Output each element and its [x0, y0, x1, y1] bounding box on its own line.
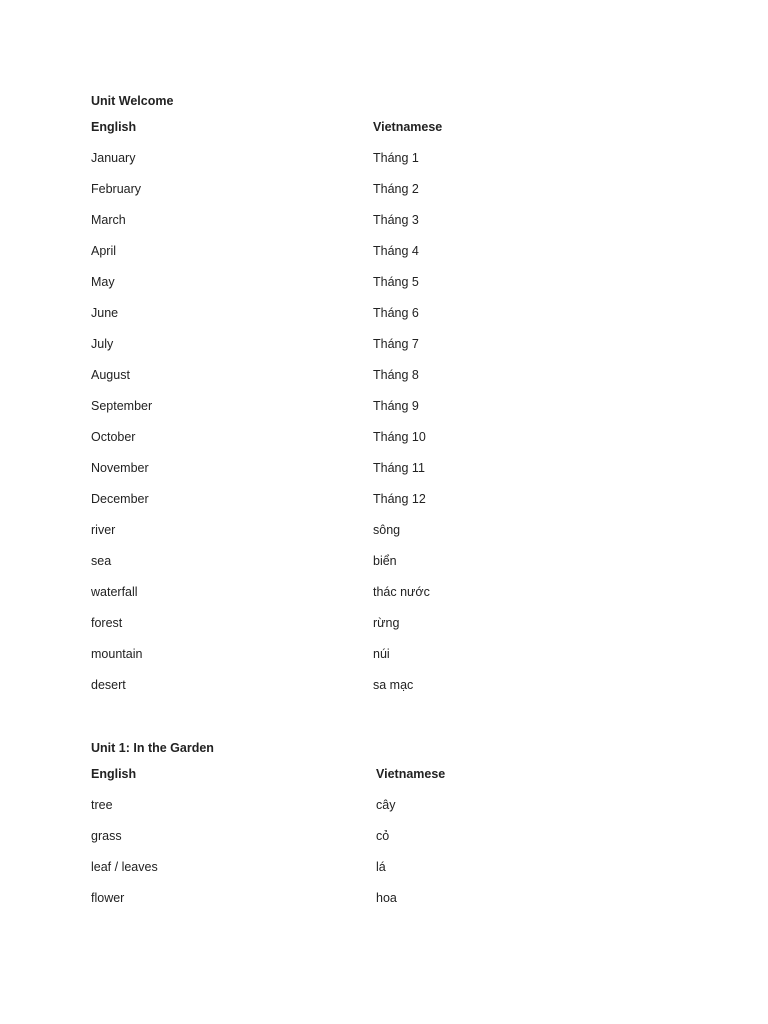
unit-title: Unit Welcome — [91, 94, 174, 108]
english-word: November — [91, 461, 149, 475]
english-column-header: English — [91, 767, 137, 781]
vietnamese-word: Tháng 9 — [373, 399, 419, 413]
table-row — [91, 790, 445, 821]
table-row — [91, 205, 442, 236]
vietnamese-word: sa mạc — [373, 678, 414, 692]
vietnamese-word: lá — [376, 860, 386, 874]
table-row — [91, 143, 442, 174]
english-word: grass — [91, 829, 122, 843]
english-word: September — [91, 399, 153, 413]
english-word: leaf / leaves — [91, 860, 158, 874]
english-word: February — [91, 182, 142, 196]
english-word: forest — [91, 616, 123, 630]
vietnamese-column-header: Vietnamese — [376, 767, 446, 781]
vietnamese-word: Tháng 11 — [373, 461, 425, 475]
vocabulary-rows — [91, 143, 442, 701]
english-word: mountain — [91, 647, 143, 661]
vietnamese-word: Tháng 10 — [373, 430, 426, 444]
table-row — [91, 174, 442, 205]
table-row — [91, 329, 442, 360]
table-row — [91, 670, 442, 701]
unit-title: Unit 1: In the Garden — [91, 741, 214, 755]
vietnamese-word: cỏ — [376, 829, 390, 843]
vietnamese-word: núi — [373, 647, 390, 661]
table-row — [91, 546, 442, 577]
vietnamese-word: hoa — [376, 891, 397, 905]
vietnamese-word: biển — [373, 554, 397, 568]
table-row — [91, 236, 442, 267]
unit-1-section — [91, 738, 691, 914]
unit-welcome-section — [91, 91, 691, 701]
english-word: waterfall — [91, 585, 138, 599]
english-word: flower — [91, 891, 125, 905]
vocabulary-table — [91, 759, 445, 914]
vietnamese-word: thác nước — [373, 585, 430, 599]
vietnamese-word: Tháng 5 — [373, 275, 419, 289]
table-row — [91, 484, 442, 515]
table-row — [91, 453, 442, 484]
english-word: June — [91, 306, 119, 320]
vietnamese-word: Tháng 3 — [373, 213, 419, 227]
vietnamese-word: Tháng 1 — [373, 151, 419, 165]
vietnamese-column-header: Vietnamese — [373, 120, 443, 134]
table-header-row — [91, 759, 445, 790]
english-word: river — [91, 523, 116, 537]
table-row — [91, 360, 442, 391]
english-word: October — [91, 430, 136, 444]
table-row — [91, 422, 442, 453]
english-word: August — [91, 368, 130, 382]
table-row — [91, 608, 442, 639]
vietnamese-word: Tháng 7 — [373, 337, 419, 351]
table-row — [91, 883, 445, 914]
vietnamese-word: rừng — [373, 616, 400, 630]
table-row — [91, 639, 442, 670]
table-row — [91, 577, 442, 608]
table-row — [91, 391, 442, 422]
table-row — [91, 852, 445, 883]
english-word: April — [91, 244, 117, 258]
vietnamese-word: sông — [373, 523, 401, 537]
english-word: desert — [91, 678, 126, 692]
english-word: tree — [91, 798, 113, 812]
vietnamese-word: Tháng 2 — [373, 182, 419, 196]
vocabulary-table — [91, 112, 442, 701]
vietnamese-word: Tháng 6 — [373, 306, 419, 320]
english-word: December — [91, 492, 149, 506]
vietnamese-word: Tháng 12 — [373, 492, 426, 506]
english-word: sea — [91, 554, 112, 568]
table-row — [91, 267, 442, 298]
english-column-header: English — [91, 120, 137, 134]
table-row — [91, 821, 445, 852]
vietnamese-word: Tháng 4 — [373, 244, 419, 258]
english-word: May — [91, 275, 115, 289]
table-row — [91, 298, 442, 329]
english-word: March — [91, 213, 126, 227]
vietnamese-word: Tháng 8 — [373, 368, 419, 382]
vietnamese-word: cây — [376, 798, 396, 812]
table-header-row — [91, 112, 442, 143]
english-word: July — [91, 337, 114, 351]
english-word: January — [91, 151, 136, 165]
vocabulary-rows — [91, 790, 445, 914]
table-row — [91, 515, 442, 546]
